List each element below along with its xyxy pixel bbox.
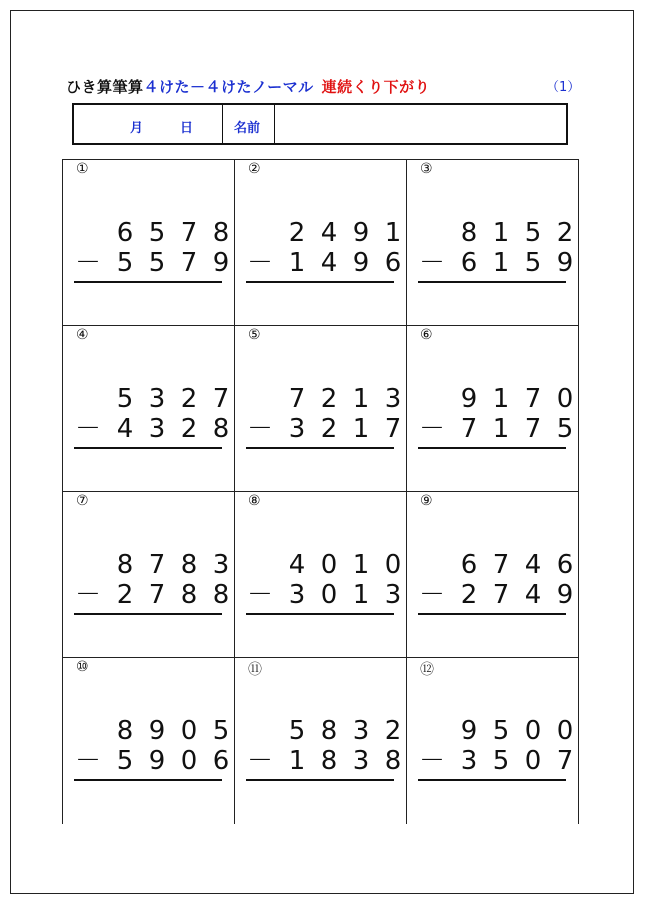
digit: 1 [384, 218, 402, 248]
month-label: 月 [130, 121, 144, 136]
minus-sign: － [418, 414, 445, 444]
minuend [246, 715, 402, 747]
digit: 6 [460, 248, 478, 278]
digit: 9 [352, 218, 370, 248]
subtrahend [74, 413, 230, 445]
date-name-box [72, 103, 568, 145]
digit: 9 [148, 746, 166, 776]
subtrahend [418, 579, 574, 611]
digit: 1 [352, 414, 370, 444]
subtrahend [74, 247, 230, 279]
digit: 8 [180, 550, 198, 580]
problem-number: ⑥ [420, 327, 433, 343]
digit: 5 [524, 248, 542, 278]
problem-cell [234, 491, 406, 657]
digit: 3 [148, 384, 166, 414]
answer-line [74, 281, 222, 283]
minus-sign: － [418, 248, 445, 278]
answer-line [418, 447, 566, 449]
problem-number: ⑨ [420, 493, 433, 509]
digit: 6 [116, 218, 134, 248]
title-type: ４けた－４けたノーマル [143, 78, 314, 96]
problem-cell [406, 159, 578, 325]
minuend [74, 549, 230, 581]
digit: 7 [180, 248, 198, 278]
grid-line [578, 159, 579, 824]
digit: 1 [352, 580, 370, 610]
problem-number: ② [248, 161, 261, 177]
digit: 8 [180, 580, 198, 610]
subtrahend [74, 745, 230, 777]
problem-number: ④ [76, 327, 89, 343]
digit: 3 [148, 414, 166, 444]
digit: 7 [524, 414, 542, 444]
minus-sign: － [74, 746, 101, 776]
digit: 1 [352, 384, 370, 414]
digit: 7 [556, 746, 574, 776]
problem-cell [62, 491, 234, 657]
subtrahend [418, 413, 574, 445]
minuend [74, 217, 230, 249]
digit: 6 [556, 550, 574, 580]
minus-sign: － [246, 580, 273, 610]
digit: 7 [492, 580, 510, 610]
digit: 1 [492, 218, 510, 248]
problem-cell [234, 159, 406, 325]
digit: 8 [212, 414, 230, 444]
minus-sign: － [246, 248, 273, 278]
digit: 5 [212, 716, 230, 746]
digit: 8 [116, 716, 134, 746]
digit: 7 [524, 384, 542, 414]
minuend [246, 383, 402, 415]
digit: 5 [116, 384, 134, 414]
problem-number: ⑪ [248, 662, 262, 678]
digit: 1 [288, 248, 306, 278]
digit: 8 [460, 218, 478, 248]
digit: 1 [492, 248, 510, 278]
problem-number: ⑤ [248, 327, 261, 343]
digit: 1 [352, 550, 370, 580]
problem-number: ⑧ [248, 493, 261, 509]
minuend [418, 715, 574, 747]
digit: 0 [384, 550, 402, 580]
digit: 4 [116, 414, 134, 444]
digit: 9 [460, 384, 478, 414]
digit: 9 [556, 248, 574, 278]
digit: 0 [556, 716, 574, 746]
digit: 7 [148, 580, 166, 610]
subtrahend [246, 247, 402, 279]
digit: 0 [180, 746, 198, 776]
subtrahend [246, 745, 402, 777]
answer-line [246, 779, 394, 781]
digit: 7 [288, 384, 306, 414]
digit: 4 [288, 550, 306, 580]
digit: 9 [212, 248, 230, 278]
worksheet-title [66, 76, 430, 98]
digit: 9 [148, 716, 166, 746]
digit: 7 [492, 550, 510, 580]
digit: 4 [524, 550, 542, 580]
name-separator [274, 105, 275, 143]
digit: 3 [384, 580, 402, 610]
title-topic: 連続くり下がり [321, 78, 431, 96]
digit: 3 [288, 580, 306, 610]
minus-sign: － [246, 746, 273, 776]
digit: 3 [212, 550, 230, 580]
digit: 2 [116, 580, 134, 610]
subtrahend [246, 579, 402, 611]
digit: 0 [180, 716, 198, 746]
digit: 6 [384, 248, 402, 278]
digit: 6 [460, 550, 478, 580]
minuend [418, 549, 574, 581]
digit: 6 [212, 746, 230, 776]
digit: 4 [320, 248, 338, 278]
day-label: 日 [180, 121, 194, 136]
digit: 4 [320, 218, 338, 248]
digit: 5 [492, 716, 510, 746]
digit: 3 [352, 716, 370, 746]
digit: 0 [556, 384, 574, 414]
name-label: 名前 [234, 121, 261, 136]
problem-cell [234, 325, 406, 491]
digit: 7 [148, 550, 166, 580]
problem-number: ⑩ [76, 659, 89, 675]
minuend [74, 715, 230, 747]
digit: 3 [352, 746, 370, 776]
minuend [418, 383, 574, 415]
problem-cell [62, 657, 234, 823]
answer-line [418, 779, 566, 781]
digit: 1 [492, 414, 510, 444]
problem-number: ① [76, 161, 89, 177]
digit: 9 [460, 716, 478, 746]
minus-sign: － [74, 414, 101, 444]
subtrahend [418, 745, 574, 777]
minuend [74, 383, 230, 415]
answer-line [74, 613, 222, 615]
digit: 1 [492, 384, 510, 414]
digit: 5 [288, 716, 306, 746]
digit: 5 [148, 248, 166, 278]
digit: 5 [148, 218, 166, 248]
digit: 2 [180, 384, 198, 414]
answer-line [74, 447, 222, 449]
digit: 2 [556, 218, 574, 248]
title-subject: ひき算筆算 [66, 78, 144, 96]
digit: 2 [460, 580, 478, 610]
digit: 2 [320, 414, 338, 444]
digit: 8 [320, 716, 338, 746]
answer-line [418, 281, 566, 283]
digit: 8 [212, 218, 230, 248]
minus-sign: － [74, 248, 101, 278]
problem-cell [62, 325, 234, 491]
digit: 1 [288, 746, 306, 776]
digit: 8 [384, 746, 402, 776]
digit: 8 [116, 550, 134, 580]
digit: 5 [116, 746, 134, 776]
digit: 2 [320, 384, 338, 414]
digit: 0 [524, 746, 542, 776]
sheet-number: （1） [546, 80, 581, 95]
digit: 3 [460, 746, 478, 776]
subtrahend [246, 413, 402, 445]
answer-line [74, 779, 222, 781]
problem-number: ⑫ [420, 662, 434, 678]
digit: 3 [384, 384, 402, 414]
digit: 4 [524, 580, 542, 610]
digit: 3 [288, 414, 306, 444]
problem-cell [234, 657, 406, 823]
digit: 2 [180, 414, 198, 444]
date-separator [222, 105, 223, 143]
minus-sign: － [74, 580, 101, 610]
minus-sign: － [418, 580, 445, 610]
problem-number: ⑦ [76, 493, 89, 509]
digit: 9 [556, 580, 574, 610]
problem-cell [406, 657, 578, 823]
digit: 7 [180, 218, 198, 248]
minus-sign: － [246, 414, 273, 444]
digit: 0 [320, 550, 338, 580]
digit: 5 [556, 414, 574, 444]
digit: 9 [352, 248, 370, 278]
answer-line [418, 613, 566, 615]
problem-grid [62, 159, 578, 824]
problem-cell [62, 159, 234, 325]
digit: 8 [320, 746, 338, 776]
digit: 2 [384, 716, 402, 746]
subtrahend [74, 579, 230, 611]
digit: 5 [116, 248, 134, 278]
minus-sign: － [418, 746, 445, 776]
subtrahend [418, 247, 574, 279]
minuend [246, 549, 402, 581]
digit: 5 [524, 218, 542, 248]
problem-cell [406, 325, 578, 491]
digit: 7 [460, 414, 478, 444]
digit: 2 [288, 218, 306, 248]
problem-number: ③ [420, 161, 433, 177]
problem-cell [406, 491, 578, 657]
digit: 8 [212, 580, 230, 610]
digit: 7 [212, 384, 230, 414]
digit: 0 [320, 580, 338, 610]
answer-line [246, 613, 394, 615]
minuend [418, 217, 574, 249]
minuend [246, 217, 402, 249]
digit: 7 [384, 414, 402, 444]
digit: 5 [492, 746, 510, 776]
answer-line [246, 281, 394, 283]
digit: 0 [524, 716, 542, 746]
answer-line [246, 447, 394, 449]
